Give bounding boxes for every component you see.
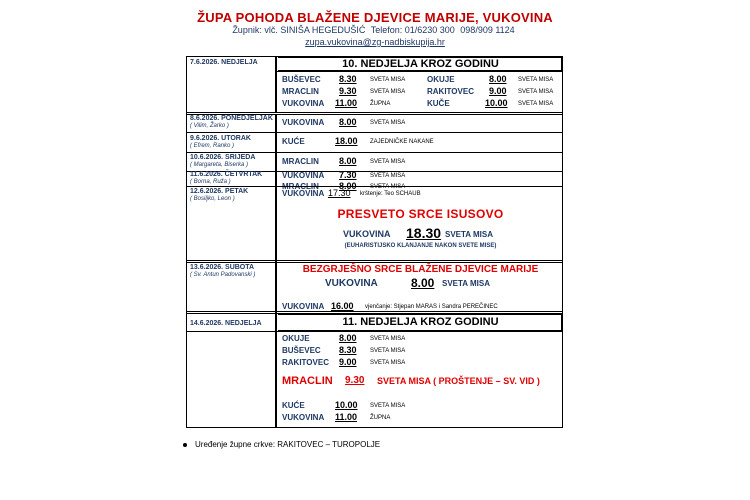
mass-desc: SVETA MISA (370, 403, 406, 409)
day-saints: ( Bosiljko, Leon ) (190, 196, 235, 202)
phone-number: Telefon: 01/6230 300 (370, 25, 455, 35)
renovation-note (183, 440, 380, 449)
sunday-title: 11. NEDJELJA KROZ GODINU (342, 316, 499, 328)
renovation-text: Uređenje župne crkve: RAKITOVEC – TUROPOLJE (195, 440, 381, 449)
day-date: 9.6.2026. UTORAK (190, 135, 251, 142)
parish-title: ŽUPA POHODA BLAŽENE DJEVICE MARIJE, VUKOVINA (197, 10, 553, 25)
day-date: 8.6.2026. PONEDJELJAK (190, 115, 273, 122)
day-saints: ( Borna, Ruža ) (190, 179, 231, 185)
mass-desc: SVETA MISA (370, 348, 406, 354)
feast-title: PRESVETO SRCE ISUSOVO (337, 207, 504, 221)
mass-place: RAKITOVEC (282, 358, 329, 367)
feast-time: 9.30 (345, 375, 365, 386)
mass-time: 8.30 (339, 74, 357, 84)
mass-place: MRACLIN (282, 157, 319, 166)
mass-place: OKUJE (282, 334, 310, 343)
mass-desc: ŽUPNA (370, 415, 391, 421)
mass-place: VUKOVINA (282, 99, 325, 108)
mass-time: 11.00 (335, 98, 358, 108)
day-saints: ( Efrem, Ranko ) (190, 143, 235, 149)
day-date: 12.6.2026. PETAK (190, 188, 249, 195)
mass-time: 9.00 (489, 86, 507, 96)
mass-time: 16.00 (331, 301, 354, 311)
day-row-tuesday (187, 133, 562, 152)
day-row-friday (187, 187, 562, 262)
mass-desc: SVETA MISA (370, 89, 406, 95)
mass-place: OKUJE (427, 75, 455, 84)
mass-time: 8.00 (339, 333, 357, 343)
mass-desc: SVETA MISA (370, 159, 406, 165)
day-saints: ( Vilim, Žarko ) (190, 123, 229, 129)
mass-desc: SVETA MISA (370, 336, 406, 342)
mass-place: VUKOVINA (282, 189, 325, 198)
mass-time: 8.00 (339, 181, 357, 191)
day-date: 14.6.2026. NEDJELJA (190, 320, 262, 327)
priest-name: Župnik: vlč. SINIŠA HEGEDUŠIĆ (232, 25, 366, 35)
adoration-note: (EUHARISTIJSKO KLANJANJE NAKON SVETE MISE) (344, 243, 497, 249)
mass-time: 8.00 (489, 74, 507, 84)
day-row-wednesday (187, 153, 562, 171)
mass-desc: SVETA MISA (370, 173, 406, 179)
mass-place: KUČE (427, 99, 450, 108)
bullet-icon (183, 443, 187, 447)
mass-desc: SVETA MISA (370, 120, 406, 126)
mass-time: 9.30 (339, 86, 357, 96)
email-link[interactable]: zupa.vukovina@zg-nadbiskupija.hr (305, 37, 445, 47)
mass-time: 8.00 (339, 117, 357, 127)
mass-place: VUKOVINA (282, 413, 325, 422)
mass-desc: SVETA MISA (370, 184, 406, 190)
mobile-number: 098/909 1124 (460, 25, 515, 35)
day-row-saturday (187, 263, 562, 313)
mass-time: 18.00 (335, 136, 358, 146)
contact-line (0, 25, 750, 35)
mass-time: 7.30 (339, 170, 357, 180)
feast-desc: SVETA MISA ( PROŠTENJE – SV. VID ) (377, 376, 540, 386)
day-row-monday (187, 115, 562, 132)
mass-desc: krštenje: Teo SCHAUB (360, 191, 421, 197)
feast-place: MRACLIN (282, 375, 333, 387)
mass-time: 10.00 (335, 400, 358, 410)
day-saints: ( Sv. Antun Padovanski ) (190, 272, 256, 278)
mass-desc: SVETA MISA (370, 360, 406, 366)
day-date: 13.6.2026. SUBOTA (190, 264, 255, 271)
day-row-sunday-2 (187, 314, 562, 428)
feast-title: BEZGRJEŠNO SRCE BLAŽENE DJEVICE MARIJE (302, 264, 539, 275)
sunday-title: 10. NEDJELJA KROZ GODINU (342, 58, 499, 70)
feast-time: 18.30 (406, 225, 442, 241)
mass-desc: SVETA MISA (370, 77, 406, 83)
day-date: 11.6.2026. ČETVRTAK (190, 171, 263, 178)
mass-desc: SVETA MISA (518, 89, 554, 95)
day-date: 10.6.2026. SRIJEDA (190, 154, 256, 161)
feast-place: VUKOVINA (325, 278, 378, 289)
feast-desc: SVETA MISA (442, 279, 491, 288)
mass-place: BUŠEVEC (282, 346, 321, 355)
feast-place: VUKOVINA (343, 229, 391, 239)
mass-place: RAKITOVEC (427, 87, 474, 96)
mass-place: MRACLIN (282, 182, 319, 191)
mass-place: VUKOVINA (282, 171, 325, 180)
mass-place: KUĆE (282, 401, 305, 410)
mass-place: KUĆE (282, 137, 305, 146)
mass-time: 10.00 (485, 98, 508, 108)
day-saints: ( Margareta, Biserka ) (190, 162, 249, 168)
day-row-sunday-1 (187, 57, 562, 112)
mass-desc: ŽUPNA (370, 101, 391, 107)
schedule-table (186, 56, 563, 428)
feast-time: 8.00 (411, 276, 435, 290)
mass-time: 11.00 (335, 412, 358, 422)
mass-desc: ZAJEDNIČKE NAKANE (370, 139, 434, 145)
day-date: 7.6.2026. NEDJELJA (190, 59, 258, 66)
mass-time: 8.30 (339, 345, 357, 355)
mass-time: 8.00 (339, 156, 357, 166)
mass-desc: vjenčanje: Stjepan MARAS i Sandra PEREČINEC (365, 304, 498, 310)
mass-place: BUŠEVEC (282, 75, 321, 84)
mass-desc: SVETA MISA (518, 101, 554, 107)
mass-time: 17.30 (328, 188, 351, 198)
mass-time: 9.00 (339, 357, 357, 367)
mass-place: VUKOVINA (282, 302, 325, 311)
mass-place: MRACLIN (282, 87, 319, 96)
feast-desc: SVETA MISA (445, 230, 494, 239)
mass-desc: SVETA MISA (518, 77, 554, 83)
mass-place: VUKOVINA (282, 118, 325, 127)
